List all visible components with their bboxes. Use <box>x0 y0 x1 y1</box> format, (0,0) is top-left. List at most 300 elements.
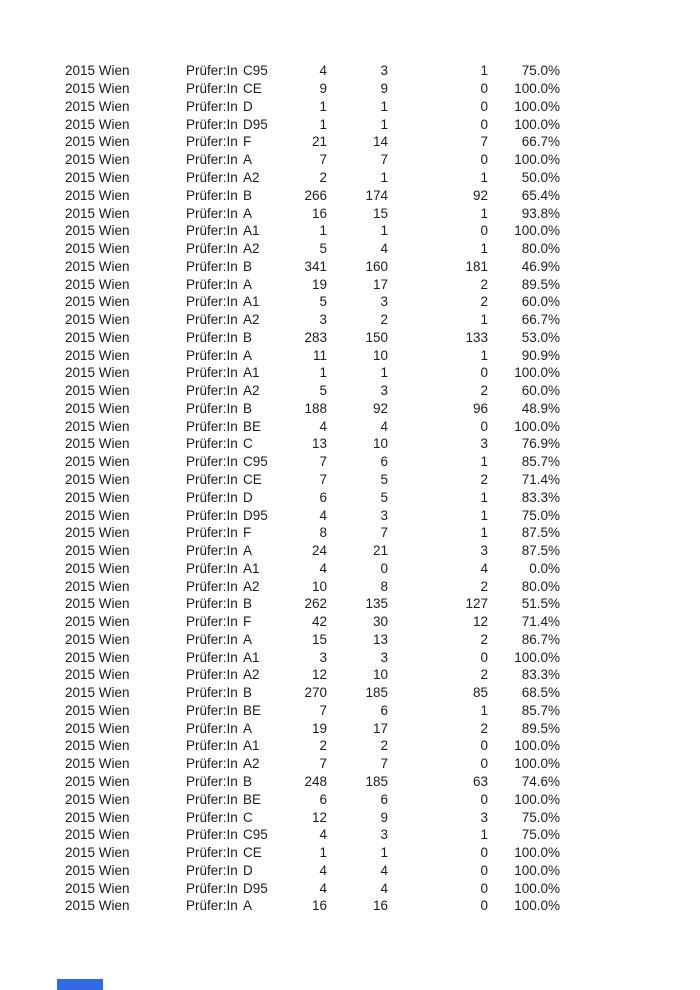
cell-year-city: 2015 Wien <box>65 667 130 683</box>
cell-year-city: 2015 Wien <box>65 702 130 718</box>
table-row <box>65 666 560 684</box>
cell-pass-rate: 71.4% <box>521 471 560 487</box>
cell-failed: 1 <box>480 827 488 843</box>
cell-passed: 3 <box>380 383 388 399</box>
cell-role: Prüfer:In <box>186 454 238 470</box>
table-row <box>65 169 560 187</box>
cell-total: 3 <box>319 649 327 665</box>
cell-passed: 17 <box>372 720 388 736</box>
cell-passed: 7 <box>380 152 388 168</box>
cell-passed: 160 <box>365 258 388 274</box>
table-row <box>65 737 560 755</box>
cell-failed: 2 <box>480 631 488 647</box>
cell-role: Prüfer:In <box>186 791 238 807</box>
table-row <box>65 506 560 524</box>
cell-year-city: 2015 Wien <box>65 152 130 168</box>
cell-category: A <box>243 152 253 168</box>
table-row <box>65 488 560 506</box>
cell-passed: 1 <box>380 116 388 132</box>
cell-total: 5 <box>319 294 327 310</box>
cell-year-city: 2015 Wien <box>65 756 130 772</box>
cell-role: Prüfer:In <box>186 809 238 825</box>
cell-role: Prüfer:In <box>186 738 238 754</box>
cell-failed: 3 <box>480 436 488 452</box>
cell-passed: 174 <box>365 187 388 203</box>
cell-passed: 3 <box>380 294 388 310</box>
cell-year-city: 2015 Wien <box>65 312 130 328</box>
cell-role: Prüfer:In <box>186 614 238 630</box>
cell-year-city: 2015 Wien <box>65 383 130 399</box>
cell-pass-rate: 71.4% <box>521 614 560 630</box>
cell-pass-rate: 100.0% <box>514 152 560 168</box>
cell-pass-rate: 100.0% <box>514 880 560 896</box>
cell-total: 13 <box>311 436 327 452</box>
cell-total: 15 <box>311 631 327 647</box>
cell-role: Prüfer:In <box>186 312 238 328</box>
table-row <box>65 559 560 577</box>
cell-year-city: 2015 Wien <box>65 134 130 150</box>
cell-category: A <box>243 720 253 736</box>
cell-pass-rate: 93.8% <box>521 205 560 221</box>
cell-failed: 12 <box>472 614 488 630</box>
cell-year-city: 2015 Wien <box>65 223 130 239</box>
cell-category: C95 <box>243 827 268 843</box>
cell-year-city: 2015 Wien <box>65 116 130 132</box>
cell-total: 266 <box>304 187 327 203</box>
cell-pass-rate: 85.7% <box>521 702 560 718</box>
cell-total: 5 <box>319 383 327 399</box>
table-row <box>65 613 560 631</box>
cell-year-city: 2015 Wien <box>65 560 130 576</box>
cell-failed: 2 <box>480 294 488 310</box>
cell-category: A <box>243 898 253 914</box>
cell-role: Prüfer:In <box>186 258 238 274</box>
cell-passed: 7 <box>380 756 388 772</box>
cell-category: D95 <box>243 507 268 523</box>
cell-pass-rate: 100.0% <box>514 756 560 772</box>
cell-category: D <box>243 489 253 505</box>
cell-passed: 4 <box>380 418 388 434</box>
table-row <box>65 115 560 133</box>
cell-total: 7 <box>319 152 327 168</box>
cell-role: Prüfer:In <box>186 294 238 310</box>
cell-failed: 1 <box>480 205 488 221</box>
cell-role: Prüfer:In <box>186 187 238 203</box>
cell-total: 262 <box>304 596 327 612</box>
cell-role: Prüfer:In <box>186 578 238 594</box>
cell-total: 1 <box>319 845 327 861</box>
cell-year-city: 2015 Wien <box>65 543 130 559</box>
cell-pass-rate: 66.7% <box>521 134 560 150</box>
cell-category: A1 <box>243 365 260 381</box>
cell-total: 4 <box>319 862 327 878</box>
cell-category: A1 <box>243 738 260 754</box>
cell-passed: 14 <box>372 134 388 150</box>
cell-total: 12 <box>311 809 327 825</box>
cell-passed: 30 <box>372 614 388 630</box>
cell-passed: 135 <box>365 596 388 612</box>
cell-pass-rate: 65.4% <box>521 187 560 203</box>
table-row <box>65 773 560 791</box>
cell-passed: 3 <box>380 649 388 665</box>
cell-year-city: 2015 Wien <box>65 525 130 541</box>
cell-role: Prüfer:In <box>186 720 238 736</box>
cell-pass-rate: 74.6% <box>521 774 560 789</box>
cell-passed: 2 <box>380 738 388 754</box>
cell-total: 16 <box>311 898 327 914</box>
cell-passed: 6 <box>380 702 388 718</box>
cell-passed: 15 <box>372 205 388 221</box>
cell-role: Prüfer:In <box>186 169 238 185</box>
cell-category: D <box>243 862 253 878</box>
cell-failed: 63 <box>472 774 488 789</box>
cell-passed: 9 <box>380 81 388 97</box>
cell-category: A1 <box>243 649 260 665</box>
cell-role: Prüfer:In <box>186 223 238 239</box>
cell-pass-rate: 66.7% <box>521 312 560 328</box>
cell-category: B <box>243 400 253 416</box>
cell-category: C <box>243 436 253 452</box>
cell-pass-rate: 50.0% <box>521 169 560 185</box>
cell-pass-rate: 60.0% <box>521 294 560 310</box>
cell-category: C95 <box>243 63 268 79</box>
table-row <box>65 98 560 116</box>
cell-role: Prüfer:In <box>186 436 238 452</box>
table-row <box>65 311 560 329</box>
cell-role: Prüfer:In <box>186 365 238 381</box>
cell-passed: 0 <box>380 560 388 576</box>
cell-failed: 0 <box>480 756 488 772</box>
cell-failed: 85 <box>472 685 488 701</box>
cell-total: 4 <box>319 560 327 576</box>
table-row <box>65 151 560 169</box>
cell-category: A2 <box>243 383 260 399</box>
cell-role: Prüfer:In <box>186 98 238 114</box>
cell-pass-rate: 75.0% <box>521 809 560 825</box>
cell-year-city: 2015 Wien <box>65 685 130 701</box>
cell-passed: 3 <box>380 63 388 79</box>
table-row <box>65 844 560 862</box>
cell-passed: 4 <box>380 880 388 896</box>
cell-failed: 0 <box>480 845 488 861</box>
cell-role: Prüfer:In <box>186 329 238 345</box>
cell-failed: 2 <box>480 471 488 487</box>
cell-role: Prüfer:In <box>186 702 238 718</box>
cell-passed: 21 <box>372 543 388 559</box>
cell-total: 1 <box>319 116 327 132</box>
cell-passed: 10 <box>372 667 388 683</box>
cell-year-city: 2015 Wien <box>65 169 130 185</box>
cell-category: B <box>243 774 253 789</box>
cell-failed: 0 <box>480 223 488 239</box>
cell-total: 5 <box>319 241 327 257</box>
cell-passed: 9 <box>380 809 388 825</box>
cell-total: 3 <box>319 312 327 328</box>
table-row <box>65 453 560 471</box>
cell-failed: 181 <box>465 258 488 274</box>
table-row <box>65 435 560 453</box>
cell-pass-rate: 80.0% <box>521 578 560 594</box>
cell-role: Prüfer:In <box>186 134 238 150</box>
cell-passed: 17 <box>372 276 388 292</box>
table-row <box>65 648 560 666</box>
cell-failed: 4 <box>480 560 488 576</box>
cell-passed: 185 <box>365 774 388 789</box>
cell-role: Prüfer:In <box>186 880 238 896</box>
cell-passed: 13 <box>372 631 388 647</box>
cell-pass-rate: 100.0% <box>514 223 560 239</box>
cell-failed: 133 <box>465 329 488 345</box>
cell-pass-rate: 90.9% <box>521 347 560 363</box>
cell-pass-rate: 100.0% <box>514 116 560 132</box>
cell-passed: 4 <box>380 862 388 878</box>
cell-year-city: 2015 Wien <box>65 720 130 736</box>
cell-category: F <box>243 614 252 630</box>
table-row <box>65 684 560 702</box>
cell-total: 4 <box>319 827 327 843</box>
exam-results-table <box>65 62 560 915</box>
cell-pass-rate: 87.5% <box>521 543 560 559</box>
cell-pass-rate: 51.5% <box>521 596 560 612</box>
cell-year-city: 2015 Wien <box>65 81 130 97</box>
cell-category: C <box>243 809 253 825</box>
cell-total: 283 <box>304 329 327 345</box>
table-row <box>65 364 560 382</box>
cell-failed: 0 <box>480 98 488 114</box>
table-row <box>65 346 560 364</box>
table-row <box>65 275 560 293</box>
cell-failed: 96 <box>472 400 488 416</box>
cell-passed: 7 <box>380 525 388 541</box>
cell-category: A1 <box>243 294 260 310</box>
cell-year-city: 2015 Wien <box>65 329 130 345</box>
table-row <box>65 400 560 418</box>
cell-pass-rate: 100.0% <box>514 365 560 381</box>
cell-year-city: 2015 Wien <box>65 400 130 416</box>
cell-year-city: 2015 Wien <box>65 649 130 665</box>
cell-pass-rate: 83.3% <box>521 667 560 683</box>
cell-total: 10 <box>311 578 327 594</box>
cell-passed: 10 <box>372 436 388 452</box>
cell-passed: 3 <box>380 827 388 843</box>
cell-role: Prüfer:In <box>186 507 238 523</box>
cell-pass-rate: 89.5% <box>521 720 560 736</box>
cell-total: 12 <box>311 667 327 683</box>
cell-role: Prüfer:In <box>186 205 238 221</box>
cell-year-city: 2015 Wien <box>65 454 130 470</box>
cell-total: 4 <box>319 418 327 434</box>
cell-total: 4 <box>319 880 327 896</box>
cell-year-city: 2015 Wien <box>65 738 130 754</box>
cell-passed: 5 <box>380 489 388 505</box>
cell-category: A <box>243 631 253 647</box>
bottom-blue-bar[interactable] <box>57 979 103 990</box>
cell-pass-rate: 85.7% <box>521 454 560 470</box>
cell-total: 2 <box>319 738 327 754</box>
cell-failed: 0 <box>480 880 488 896</box>
cell-role: Prüfer:In <box>186 81 238 97</box>
cell-pass-rate: 100.0% <box>514 738 560 754</box>
cell-passed: 6 <box>380 454 388 470</box>
cell-failed: 0 <box>480 418 488 434</box>
cell-role: Prüfer:In <box>186 276 238 292</box>
table-row <box>65 204 560 222</box>
table-row <box>65 897 560 915</box>
cell-total: 7 <box>319 471 327 487</box>
cell-failed: 0 <box>480 81 488 97</box>
cell-pass-rate: 48.9% <box>521 400 560 416</box>
cell-year-city: 2015 Wien <box>65 774 130 789</box>
cell-passed: 1 <box>380 223 388 239</box>
cell-failed: 0 <box>480 898 488 914</box>
cell-passed: 2 <box>380 312 388 328</box>
table-row <box>65 62 560 80</box>
cell-failed: 2 <box>480 667 488 683</box>
cell-year-city: 2015 Wien <box>65 862 130 878</box>
cell-pass-rate: 0.0% <box>529 560 560 576</box>
cell-role: Prüfer:In <box>186 898 238 914</box>
cell-passed: 92 <box>372 400 388 416</box>
cell-failed: 0 <box>480 116 488 132</box>
cell-role: Prüfer:In <box>186 845 238 861</box>
cell-failed: 3 <box>480 809 488 825</box>
cell-total: 6 <box>319 489 327 505</box>
cell-passed: 150 <box>365 329 388 345</box>
cell-total: 1 <box>319 365 327 381</box>
cell-category: CE <box>243 845 262 861</box>
cell-failed: 0 <box>480 365 488 381</box>
table-row <box>65 328 560 346</box>
cell-year-city: 2015 Wien <box>65 809 130 825</box>
table-row <box>65 133 560 151</box>
table-row <box>65 471 560 489</box>
cell-pass-rate: 83.3% <box>521 489 560 505</box>
cell-role: Prüfer:In <box>186 116 238 132</box>
table-row <box>65 702 560 720</box>
table-row <box>65 240 560 258</box>
cell-total: 341 <box>304 258 327 274</box>
cell-total: 270 <box>304 685 327 701</box>
cell-role: Prüfer:In <box>186 543 238 559</box>
cell-category: C95 <box>243 454 268 470</box>
cell-pass-rate: 87.5% <box>521 525 560 541</box>
cell-pass-rate: 100.0% <box>514 98 560 114</box>
cell-passed: 185 <box>365 685 388 701</box>
cell-category: A2 <box>243 312 260 328</box>
cell-year-city: 2015 Wien <box>65 436 130 452</box>
table-row <box>65 293 560 311</box>
cell-category: BE <box>243 702 262 718</box>
cell-failed: 92 <box>472 187 488 203</box>
table-row <box>65 808 560 826</box>
cell-category: B <box>243 329 253 345</box>
cell-failed: 0 <box>480 862 488 878</box>
cell-pass-rate: 86.7% <box>521 631 560 647</box>
cell-role: Prüfer:In <box>186 756 238 772</box>
cell-passed: 10 <box>372 347 388 363</box>
cell-passed: 16 <box>372 898 388 914</box>
cell-category: A <box>243 347 253 363</box>
cell-category: A2 <box>243 578 260 594</box>
cell-role: Prüfer:In <box>186 152 238 168</box>
cell-category: D95 <box>243 116 268 132</box>
cell-failed: 1 <box>480 347 488 363</box>
cell-total: 9 <box>319 81 327 97</box>
cell-role: Prüfer:In <box>186 649 238 665</box>
cell-role: Prüfer:In <box>186 862 238 878</box>
table-row <box>65 542 560 560</box>
cell-year-city: 2015 Wien <box>65 614 130 630</box>
cell-category: A <box>243 276 253 292</box>
cell-total: 1 <box>319 223 327 239</box>
cell-pass-rate: 100.0% <box>514 791 560 807</box>
table-row <box>65 577 560 595</box>
cell-total: 7 <box>319 454 327 470</box>
cell-role: Prüfer:In <box>186 63 238 79</box>
table-row <box>65 826 560 844</box>
cell-total: 42 <box>311 614 327 630</box>
cell-year-city: 2015 Wien <box>65 98 130 114</box>
cell-role: Prüfer:In <box>186 827 238 843</box>
cell-total: 6 <box>319 791 327 807</box>
table-row <box>65 382 560 400</box>
table-row <box>65 879 560 897</box>
cell-category: B <box>243 685 253 701</box>
cell-failed: 1 <box>480 454 488 470</box>
cell-pass-rate: 100.0% <box>514 845 560 861</box>
cell-total: 1 <box>319 98 327 114</box>
table-row <box>65 790 560 808</box>
table-row <box>65 524 560 542</box>
cell-role: Prüfer:In <box>186 241 238 257</box>
cell-year-city: 2015 Wien <box>65 489 130 505</box>
cell-total: 4 <box>319 507 327 523</box>
cell-passed: 1 <box>380 169 388 185</box>
cell-pass-rate: 100.0% <box>514 862 560 878</box>
cell-year-city: 2015 Wien <box>65 63 130 79</box>
cell-failed: 0 <box>480 649 488 665</box>
cell-passed: 1 <box>380 365 388 381</box>
cell-role: Prüfer:In <box>186 667 238 683</box>
cell-pass-rate: 76.9% <box>521 436 560 452</box>
cell-category: A2 <box>243 756 260 772</box>
cell-category: D <box>243 98 253 114</box>
cell-pass-rate: 53.0% <box>521 329 560 345</box>
table-row <box>65 755 560 773</box>
cell-pass-rate: 68.5% <box>521 685 560 701</box>
cell-failed: 1 <box>480 312 488 328</box>
cell-passed: 1 <box>380 98 388 114</box>
cell-total: 19 <box>311 720 327 736</box>
cell-year-city: 2015 Wien <box>65 187 130 203</box>
cell-year-city: 2015 Wien <box>65 898 130 914</box>
cell-year-city: 2015 Wien <box>65 276 130 292</box>
cell-role: Prüfer:In <box>186 347 238 363</box>
cell-year-city: 2015 Wien <box>65 241 130 257</box>
cell-pass-rate: 100.0% <box>514 81 560 97</box>
cell-passed: 8 <box>380 578 388 594</box>
table-row <box>65 80 560 98</box>
table-row <box>65 861 560 879</box>
cell-total: 248 <box>304 774 327 789</box>
cell-year-city: 2015 Wien <box>65 507 130 523</box>
table-row <box>65 222 560 240</box>
cell-year-city: 2015 Wien <box>65 418 130 434</box>
cell-total: 11 <box>312 347 327 363</box>
cell-category: A2 <box>243 667 260 683</box>
cell-role: Prüfer:In <box>186 774 238 789</box>
cell-category: A <box>243 205 253 221</box>
